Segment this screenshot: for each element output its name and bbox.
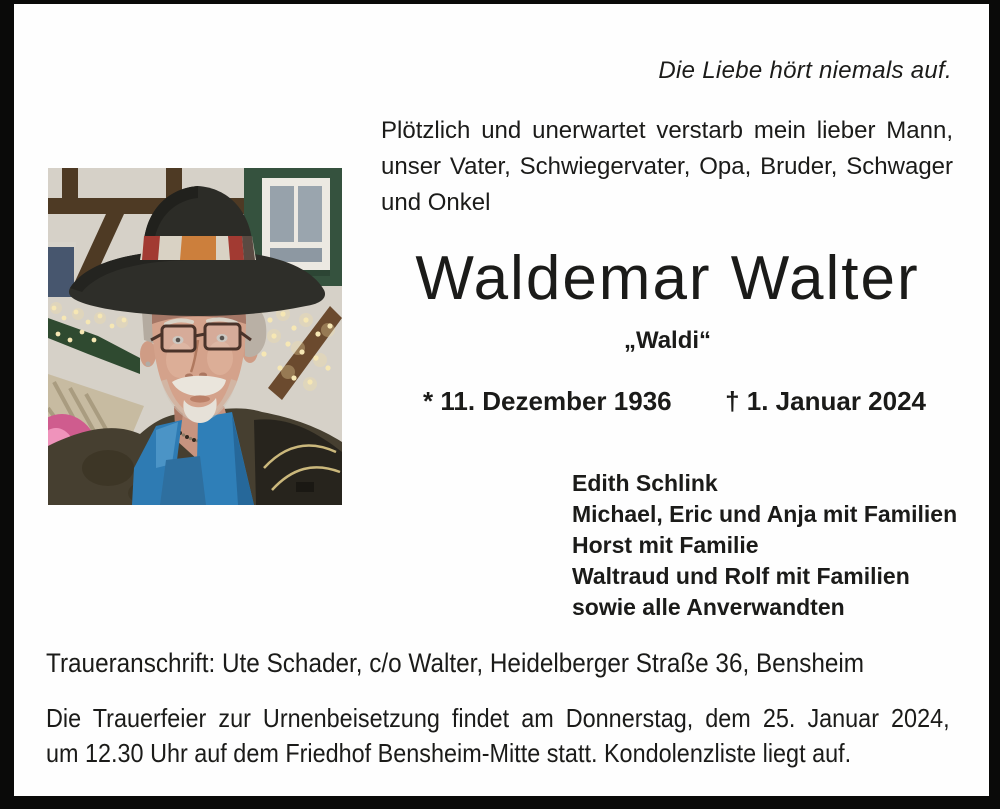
birth-date: * 11. Dezember 1936 [423, 386, 672, 416]
mourner-line-2: Michael, Eric und Anja mit Familien [572, 501, 958, 527]
intro-line-1: Plötzlich und unerwartet verstarb mein lieber Mann, [381, 117, 953, 144]
mourning-address-text: Traueranschrift: Ute Schader, c/o Walter, Heidelberger Straße 36, Bensheim [46, 648, 865, 678]
mourner-line-3: Horst mit Familie [572, 532, 759, 558]
life-dates [423, 386, 926, 417]
portrait-photo [48, 168, 342, 505]
portrait-photo-illustration [48, 168, 342, 505]
epigraph: Die Liebe hört niemals auf. [658, 57, 952, 84]
deceased-nickname: „Waldi“ [623, 327, 712, 354]
funeral-line-1: Die Trauerfeier zur Urnenbeisetzung findet am Donnerstag, dem 25. Januar 2024, [46, 703, 950, 733]
funeral-info [46, 701, 950, 771]
mourners-list [572, 468, 957, 623]
funeral-line-2: um 12.30 Uhr auf dem Friedhof Bensheim-Mitte statt. Kondolenzliste liegt auf. [46, 738, 852, 768]
intro-paragraph [381, 113, 953, 221]
mourning-address [46, 648, 1000, 679]
mourner-line-1: Edith Schlink [572, 470, 718, 496]
intro-line-3: und Onkel [381, 189, 491, 216]
intro-line-2: unser Vater, Schwiegervater, Opa, Bruder, Schwager [381, 153, 953, 180]
mourner-line-5: sowie alle Anverwandten [572, 594, 845, 620]
death-date: † 1. Januar 2024 [725, 386, 926, 416]
deceased-name: Waldemar Walter [415, 244, 920, 313]
mourner-line-4: Waltraud und Rolf mit Familien [572, 563, 910, 589]
